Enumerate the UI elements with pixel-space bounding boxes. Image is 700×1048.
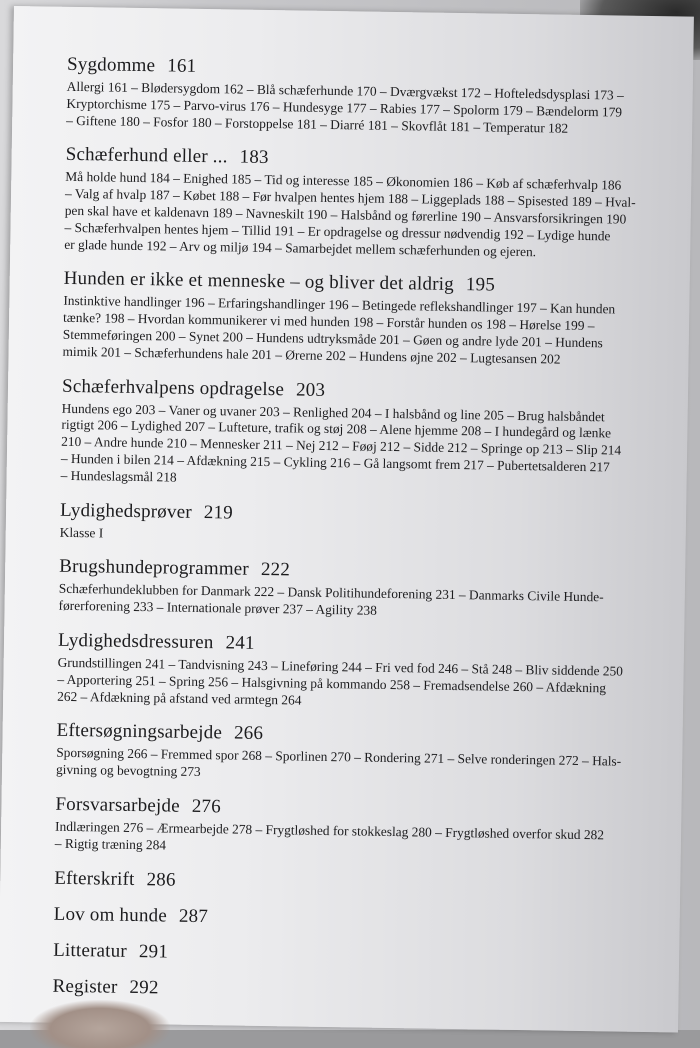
toc-entry-subtopics: Instinktive handlinger 196 – Erfaringshandlinger 196 – Betingede reflekshandlinger 197 – Kan hunden tænke? 198 – Hvordan kommunikerer vi med hunden 198 – Forstår hunden os 198 – Hørelse 199 – Stemmeføringen 200 – Synet 200 – Hundens udtryksmåde 201 – Gøen og andre lyde 201 – Hundens mimik 201 – Schæferhundens hale 201 – Ørerne 202 – Hundens øjne 202 – Lugtesansen 202	[62, 293, 616, 367]
toc-entry-subtopics: Grundstillingen 241 – Tandvisning 243 – Lineføring 244 – Fri ved fod 246 – Stå 248 – Bliv siddende 250 – Apportering 251 – Spring 256 – Halsgivning på kommando 258 – Fremadsendelse 260 – Afdækning 262 – Afdækning på afstand ved armtegn 264	[57, 654, 624, 708]
toc-entry-subtopics: Indlæringen 276 – Ærmearbejde 278 – Frygtløshed for stokkeslag 280 – Frygtløshed overfor skud 282 – Rigtig træning 284	[54, 818, 605, 853]
toc-entry-hunden-er-ikke-et-menneske[interactable]	[62, 267, 683, 370]
toc-entry-title-text: Register	[52, 975, 118, 998]
toc-entry-title-text: Brugshundeprogrammer	[59, 556, 250, 581]
toc-entry-page-number: 195	[465, 274, 496, 296]
toc-entry-litteratur[interactable]	[53, 938, 673, 972]
toc-entry-subtopics: Allergi 161 – Blødersygdom 162 – Blå schæferhunde 170 – Dværgvækst 172 – Hofteledsdysplasi 173 – Kryptorchisme 175 – Parvo-virus 176 – Hundesyge 177 – Rabies 177 – Spolorm 179 – Bændelorm 179 – Giftene 180 – Fosfor 180 – Forstoppelse 181 – Diarré 181 – Skovflåt 181 – Temperatur 182	[66, 78, 624, 136]
toc-entry-page-number: 286	[146, 868, 176, 891]
toc-entry-title	[54, 902, 674, 936]
toc-entry-sygdomme[interactable]	[66, 53, 687, 139]
toc-entry-title-text: Lydighedsdressuren	[57, 629, 214, 654]
toc-entry-title-text: Sygdomme	[66, 53, 156, 77]
toc-entry-subtopics: Hundens ego 203 – Vaner og uvaner 203 – Renlighed 204 – I halsbånd og line 205 – Brug halsbåndet rigtigt 206 – Lydighed 207 – Lufteture, trafik og støj 208 – Alene hjemme 208 – I hundegård og lænke 210 – Andre hunde 210 – Mennesker 211 – Nej 212 – Føøj 212 – Sidde 212 – Springe op 213 – Slip 214 – Hunden i bilen 214 – Afdækning 215 – Cykling 216 – Gå langsomt frem 217 – Pubertetsalderen 217 – Hundeslagsmål 218	[60, 400, 622, 485]
toc-entry-page-number: 183	[239, 146, 269, 169]
toc-entry-forsvarsarbejde[interactable]	[55, 793, 676, 862]
toc-entry-title-text: Litteratur	[53, 939, 128, 962]
toc-entry-title-text: Forsvarsarbejde	[55, 793, 180, 817]
thumb-shadow	[30, 1000, 170, 1048]
toc-entry-title	[53, 938, 673, 972]
toc-entry-page-number: 219	[203, 501, 234, 524]
toc-entry-page-number: 203	[295, 379, 326, 401]
toc-entry-title-text: Lov om hunde	[53, 903, 168, 927]
toc-entry-brugshundeprogrammer[interactable]	[58, 555, 679, 624]
toc-entry-title-text: Eftersøgningsarbejde	[56, 720, 223, 744]
toc-entry-subtopics: Schæferhundeklubben for Danmark 222 – Dansk Politihundeforening 231 – Danmarks Civile Hunde- førerforening 233 – Internationale prøver 237 – Agility 238	[58, 581, 604, 618]
toc-entry-efterskrift[interactable]	[54, 866, 674, 900]
toc-entry-subtopics: Sporsøgning 266 – Fremmed spor 268 – Sporlinen 270 – Rondering 271 – Selve ronderingen 272 – Hals- givning og bevogtning 273	[55, 745, 622, 780]
toc-entry-page-number: 276	[191, 795, 222, 818]
table-of-contents	[52, 53, 687, 1020]
toc-entry-page-number: 287	[178, 905, 209, 927]
toc-entry-page-number: 291	[138, 940, 169, 963]
toc-entry-subtopics: Må holde hund 184 – Enighed 185 – Tid og interesse 185 – Økonomien 186 – Køb af schæferhvalp 186 – Valg af hvalp 187 – Købet 188 – Før hvalpen hentes hjem 188 – Liggeplads 188 – Spisested 189 – Hval- pen skal have et kaldenavn 189 – Navneskilt 190 – Halsbånd og førerline 190 – Ansvarsforsikringen 190 – Schæferhvalpen hentes hjem – Tillid 191 – Er opdragelse og dressur nødvendig 192 – Lydige hunde er glade hunde 192 – Arv og miljø 194 – Samarbejdet mellem schæferhunden og ejeren.	[64, 169, 636, 259]
toc-entry-lydighedsproever[interactable]	[60, 498, 681, 551]
toc-entry-title	[54, 866, 674, 900]
toc-entry-schaeferhvalpens-opdragelse[interactable]	[60, 374, 682, 494]
toc-entry-page-number: 266	[233, 722, 264, 745]
toc-entry-page-number: 241	[225, 632, 255, 654]
toc-entry-title-text: Efterskrift	[54, 867, 135, 890]
toc-entry-page-number: 292	[129, 976, 159, 998]
toc-entry-subtopics: Klasse I	[59, 524, 104, 541]
toc-entry-lydighedsdressuren[interactable]	[57, 629, 678, 715]
toc-entry-schaeferhund-eller[interactable]	[64, 143, 686, 263]
toc-entry-lov-om-hunde[interactable]	[54, 902, 674, 936]
toc-entry-title-text: Schæferhvalpens opdragelse	[61, 375, 285, 400]
toc-entry-eftersoegningsarbejde[interactable]	[56, 719, 677, 788]
toc-entry-title-text: Hunden er ikke et menneske – og bliver det aldrig	[63, 268, 455, 296]
toc-entry-page-number: 222	[260, 559, 291, 581]
toc-entry-title-text: Lydighedsprøver	[59, 499, 193, 523]
book-page	[0, 6, 694, 1033]
toc-entry-title-text: Schæferhund eller ...	[65, 144, 228, 168]
toc-entry-page-number: 161	[167, 55, 197, 77]
